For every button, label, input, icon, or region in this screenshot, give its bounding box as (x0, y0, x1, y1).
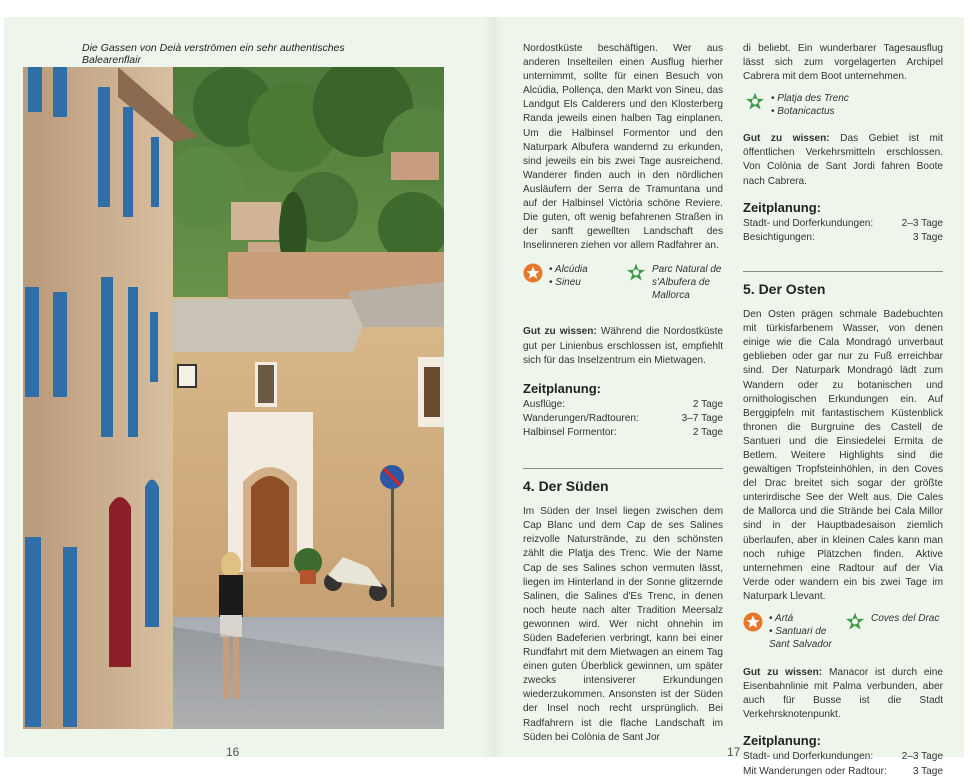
good-to-know-text: Das Gebiet ist mit öffentlichen Verkehrsmitteln erschlossen. Von Colònia de Sant Jordi fahren Boote nach Cabrera. (743, 133, 943, 187)
time-planning-row (523, 426, 723, 440)
time-planning-row (743, 217, 943, 231)
row-value: 3–7 Tage (681, 412, 723, 424)
text-column-1 (523, 42, 723, 745)
page-number-left: 16 (226, 745, 240, 759)
row-label: Wanderungen/Radtouren: (523, 412, 639, 424)
row-value: 2–3 Tage (901, 217, 943, 229)
section-divider (743, 271, 943, 272)
time-planning-row (743, 765, 943, 779)
row-value: 2 Tage (692, 426, 723, 438)
time-planning-title: Zeitplanung: (523, 380, 601, 396)
good-to-know-label: Gut zu wissen: (743, 667, 823, 678)
good-to-know-text: Während die Nordostküste gut per Linienbus erschlossen ist, empfiehlt sich für das Inselzentrum ein Mietwagen. (523, 326, 723, 366)
sight-item: • Artá (769, 613, 794, 624)
sight-item: • Sineu (549, 277, 581, 289)
osten-star-sights (743, 612, 832, 651)
time-planning-row (743, 750, 943, 764)
time-planning-row (523, 398, 723, 412)
sued-text: Im Süden der Insel liegen zwischen dem Cap Blanc und dem Cap de ses Salines reizvolle Naturstrände, zu den schönsten zählt die Platja des Trenc. Wie der Name Cap de ses Salines schon vermuten lässt, liegen im Hinterland in der Sonne glitzernde Salinen, die Salines d'Es Trenc, in denen noch heute nach alter Tradition Meersalz gewonnen wird. Wer nicht ohnehin im Süden Badeferien verbringt, kann bei einer Rundfahrt mit dem Mietwagen an einem Tag einen guten Überblick gewinnen, um später zwecks intensiverer Erkundungen wiederzukommen. Ansonsten ist der Süden der Insel noch recht ursprünglich. Bei Radfahrern ist die flache Landschaft im Süden bei Colònia de Sant Jor (523, 506, 723, 743)
sued-good-to-know (743, 132, 943, 188)
osten-time-planning (743, 734, 943, 778)
row-value: 2 Tage (692, 398, 723, 410)
good-to-know-label: Gut zu wissen: (523, 326, 597, 338)
sued-time-planning (743, 201, 943, 245)
good-to-know-text: Manacor ist durch eine Eisenbahnlinie mit Palma verbunden, aber auch für Busse ist die Stadt Verkehrsknotenpunkt. (743, 667, 943, 721)
sight-item: Sant Salvador (769, 639, 832, 650)
sight-item: • Alcúdia (549, 264, 588, 276)
sued-green-sights (745, 92, 849, 118)
row-value: 3 Tage (912, 231, 943, 243)
section-title-sued: 4. Der Süden (523, 478, 609, 495)
osten-green-sights (845, 612, 939, 632)
time-planning-title: Zeitplanung: (743, 733, 821, 749)
star-badge-icon (743, 612, 763, 632)
nordost-time-planning (523, 382, 723, 440)
sight-item: • Botanicactus (771, 106, 835, 118)
star-badge-icon (523, 263, 543, 283)
time-planning-title: Zeitplanung: (743, 199, 821, 215)
sight-item: Parc Natural de (652, 264, 722, 276)
section-title-osten: 5. Der Osten (743, 280, 826, 297)
sight-item: Coves del Drac (871, 613, 940, 624)
row-label: Ausflüge: (523, 398, 566, 410)
row-value: 2–3 Tage (901, 751, 943, 763)
sued-sights (743, 92, 943, 122)
row-label: Besichtigungen: (743, 231, 815, 243)
deia-street-photo (23, 67, 444, 729)
nordost-sights (523, 263, 723, 313)
time-planning-row (743, 231, 943, 245)
page-number-right: 17 (727, 745, 741, 759)
green-leaf-icon (845, 612, 865, 632)
good-to-know-label: Gut zu wissen: (743, 133, 830, 145)
section-divider (523, 468, 723, 469)
row-label: Stadt- und Dorferkundungen: (743, 751, 874, 763)
osten-sights (743, 612, 943, 656)
green-leaf-icon (626, 263, 646, 283)
sued-text-continued: di beliebt. Ein wunderbarer Tagesausflug lässt sich zum vorgelagerten Archipel Cabrera mit dem Boot unternehmen. (743, 43, 943, 83)
row-label: Mit Wanderungen oder Radtour: (743, 765, 887, 777)
osten-text: Den Osten prägen schmale Badebuchten mit türkisfarbenem Wasser, von denen einige wie die Cala Mondragó unverbaut geblieben oder gar nur zu Fuß erreichbar sind. Der Naturpark Mondragó lädt zum Wandern oder zu botanischen und ornithologischen Erkundungen ein. Auf Berggipfeln mit fantastischem Küstenblick thronen die Burgruine des Castell de Santueri und die Einsiedelei Ermita de Betlem. Weitere Highlights sind die gewaltigen Tropfsteinhöhlen, in den Coves del Drac breitet sich sogar der größte unterirdische See der Welt aus. Die Cales de Mallorca und die Strände bei Cala Millor sind in der Hauptbadesaison ziemlich überlaufen, aber in kleinen Cales kann man noch ruhige Plätzchen finden. Aktive unternehmen eine Radtour auf der Via Verde oder wandern ein bis zwei Tage im Naturpark Llevant. (743, 309, 943, 602)
nordost-good-to-know (523, 325, 723, 367)
photo-caption: Die Gassen von Deià verströmen ein sehr authentisches Balearenflair (82, 42, 345, 66)
nordost-star-sights (523, 263, 588, 289)
nordost-intro-text: Nordostküste beschäftigen. Wer aus anderen Inselteilen einen Ausflug hierher unternimmt, sollte für einen Besuch von Alcúdia, Pollença, den Markt von Sineu, das Landgut Els Calderers und den Klosterberg Randa jeweils einen halben Tag einplanen. Um die Halbinsel Formentor und den Naturpark Albufera wandernd zu erkunden, sind jeweils ein bis zwei Tage ausreichend. Wanderer finden auch in den nördlichen Ausläufern der Serra de Tramuntana und auf der Halbinsel Victòria schöne Reviere. Die guten, oft wenig befahrenen Straßen in der sanft gewellten Landschaft des Inselinneren ziehen vor allem Radfahrer an. (523, 43, 723, 252)
sight-item: • Platja des Trenc (771, 93, 849, 105)
book-gutter (483, 17, 505, 757)
row-label: Stadt- und Dorferkundungen: (743, 217, 874, 229)
sight-item: • Santuari de (769, 626, 827, 637)
nordost-green-sights (626, 263, 721, 302)
row-value: 3 Tage (912, 765, 943, 777)
green-leaf-icon (745, 92, 765, 112)
text-column-2 (743, 42, 943, 779)
time-planning-row (523, 412, 723, 426)
row-label: Halbinsel Formentor: (523, 426, 617, 438)
osten-good-to-know (743, 666, 943, 722)
sight-item: Mallorca (652, 290, 690, 302)
sight-item: s'Albufera de (652, 277, 711, 289)
